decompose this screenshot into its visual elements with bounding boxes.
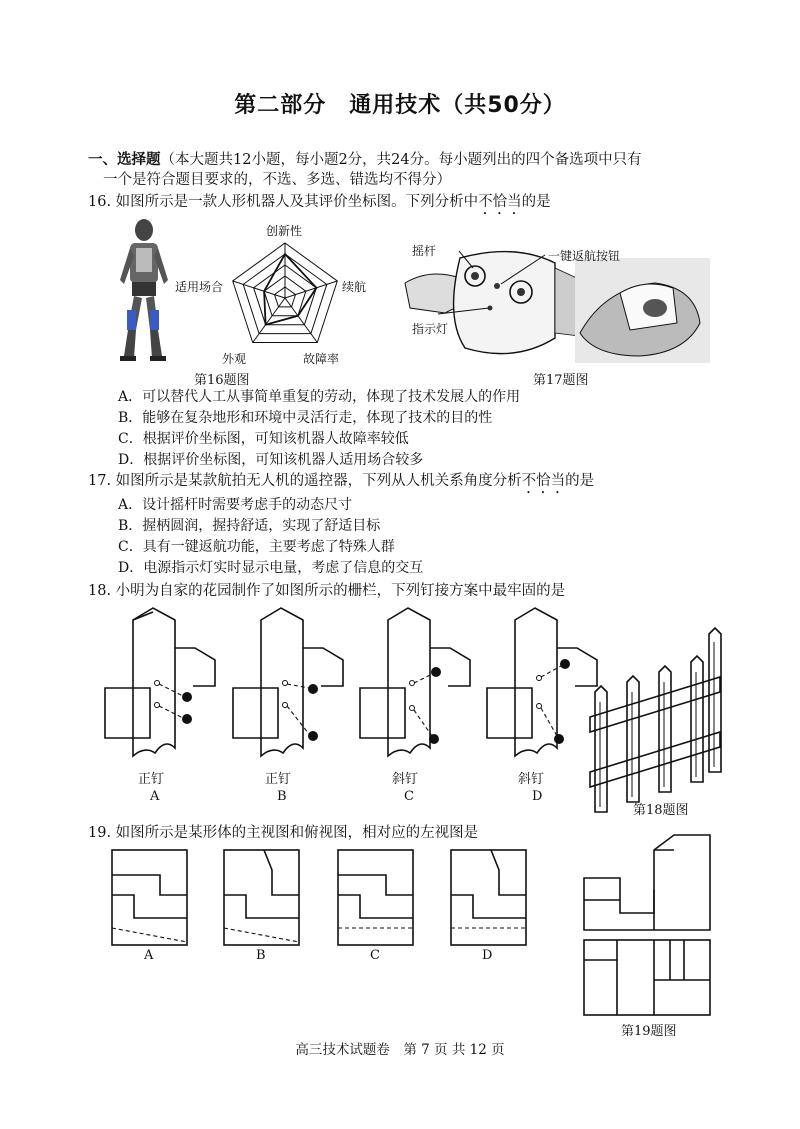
q18-caption: 第18题图 xyxy=(633,803,689,818)
q17-option-a: A．设计摇杆时需要考虑手的动态尺寸 xyxy=(118,497,353,513)
radar-label-appearance: 外观 xyxy=(222,352,247,366)
q18-number: 18. xyxy=(88,583,112,599)
q18-choice-d-type: 斜钉 xyxy=(518,772,545,787)
q17-option-b: B．握柄圆润，握持舒适，实现了舒适目标 xyxy=(118,518,381,534)
q18-choice-b-letter: B xyxy=(277,789,287,804)
nailing-option-a-diagram xyxy=(105,608,215,756)
label-indicator-light: 指示灯 xyxy=(412,322,449,336)
nailing-option-c-diagram xyxy=(360,608,470,756)
view-option-c xyxy=(338,850,413,945)
q17-emphasis: 不恰当 xyxy=(521,473,566,489)
view-option-d xyxy=(451,850,526,945)
view-option-b xyxy=(224,850,299,945)
q18-choice-a-type: 正钉 xyxy=(138,772,165,787)
nailing-option-b-diagram xyxy=(233,608,343,756)
q18-choice-d-letter: D xyxy=(532,789,543,804)
left-view-options xyxy=(112,850,502,950)
page-title: 第二部分 通用技术（共50分） xyxy=(234,93,566,118)
q18-stem xyxy=(88,581,565,601)
q16-option-d: D．根据评价坐标图，可知该机器人适用场合较多 xyxy=(118,452,424,468)
q19-letter-d: D xyxy=(482,948,493,963)
fence-illustration xyxy=(585,622,730,812)
q16-option-a: A．可以替代人工从事简单重复的劳动，体现了技术发展人的作用 xyxy=(118,389,521,405)
q17-stem-end: 的是 xyxy=(565,473,595,489)
q16-caption: 第16题图 xyxy=(194,373,250,388)
q17-option-d: D．电源指示灯实时显示电量，考虑了信息的交互 xyxy=(118,560,424,576)
radar-label-innovation: 创新性 xyxy=(266,224,303,238)
q18-stem-text: 小明为自家的花园制作了如图所示的栅栏，下列钉接方案中最牢固的是 xyxy=(115,583,566,599)
q18-choice-c-letter: C xyxy=(404,789,414,804)
section-heading: 一、选择题 xyxy=(88,152,161,168)
q19-stem-text: 如图所示是某形体的主视图和俯视图，相对应的左视图是 xyxy=(115,825,479,841)
q16-number: 16. xyxy=(88,194,112,210)
radar-label-applicability: 适用场合 xyxy=(175,280,224,294)
radar-label-endurance: 续航 xyxy=(342,280,367,294)
q16-emphasis: 不恰当 xyxy=(478,194,522,210)
q19-stem xyxy=(88,823,478,843)
q16-stem-end: 的是 xyxy=(521,194,551,210)
q18-choice-c-type: 斜钉 xyxy=(392,772,419,787)
view-option-a xyxy=(112,850,187,945)
radar-label-failure-rate: 故障率 xyxy=(303,352,340,366)
evaluation-radar-chart xyxy=(220,236,350,361)
top-view xyxy=(584,940,710,1015)
label-joystick: 摇杆 xyxy=(412,244,437,258)
q19-letter-a: A xyxy=(144,948,154,963)
page-footer: 高三技术试题卷 第 7 页 共 12 页 xyxy=(295,1042,505,1058)
nailing-option-d-diagram xyxy=(487,608,597,756)
front-view xyxy=(584,835,710,930)
q17-stem xyxy=(88,471,594,497)
nailing-diagrams xyxy=(105,608,585,768)
q16-option-c: C．根据评价坐标图，可知该机器人故障率较低 xyxy=(118,431,409,447)
front-and-top-views xyxy=(582,830,714,1020)
q17-number: 17. xyxy=(88,473,112,489)
q19-caption: 第19题图 xyxy=(621,1024,677,1039)
q16-stem-text: 如图所示是一款人形机器人及其评价坐标图。下列分析中 xyxy=(115,194,479,210)
label-return-button: 一键返航按钮 xyxy=(548,249,621,263)
q16-option-b: B．能够在复杂地形和环境中灵活行走，体现了技术的目的性 xyxy=(118,410,493,426)
q17-caption: 第17题图 xyxy=(533,373,589,388)
q17-stem-text: 如图所示是某款航拍无人机的遥控器，下列从人机关系角度分析 xyxy=(115,473,522,489)
humanoid-robot-illustration xyxy=(108,218,178,363)
section-instructions xyxy=(88,150,642,170)
q19-number: 19. xyxy=(88,825,112,841)
instructions-line2: 一个是符合题目要求的，不选、多选、错选均不得分） xyxy=(103,172,451,188)
q19-letter-b: B xyxy=(256,948,266,963)
instructions-line1: （本大题共12小题，每小题2分，共24分。每小题列出的四个备选项中只有 xyxy=(160,152,642,168)
q19-letter-c: C xyxy=(370,948,380,963)
q16-stem xyxy=(88,192,551,218)
q17-option-c: C．具有一键返航功能，主要考虑了特殊人群 xyxy=(118,539,395,555)
q18-choice-b-type: 正钉 xyxy=(265,772,292,787)
q18-choice-a-letter: A xyxy=(150,789,160,804)
